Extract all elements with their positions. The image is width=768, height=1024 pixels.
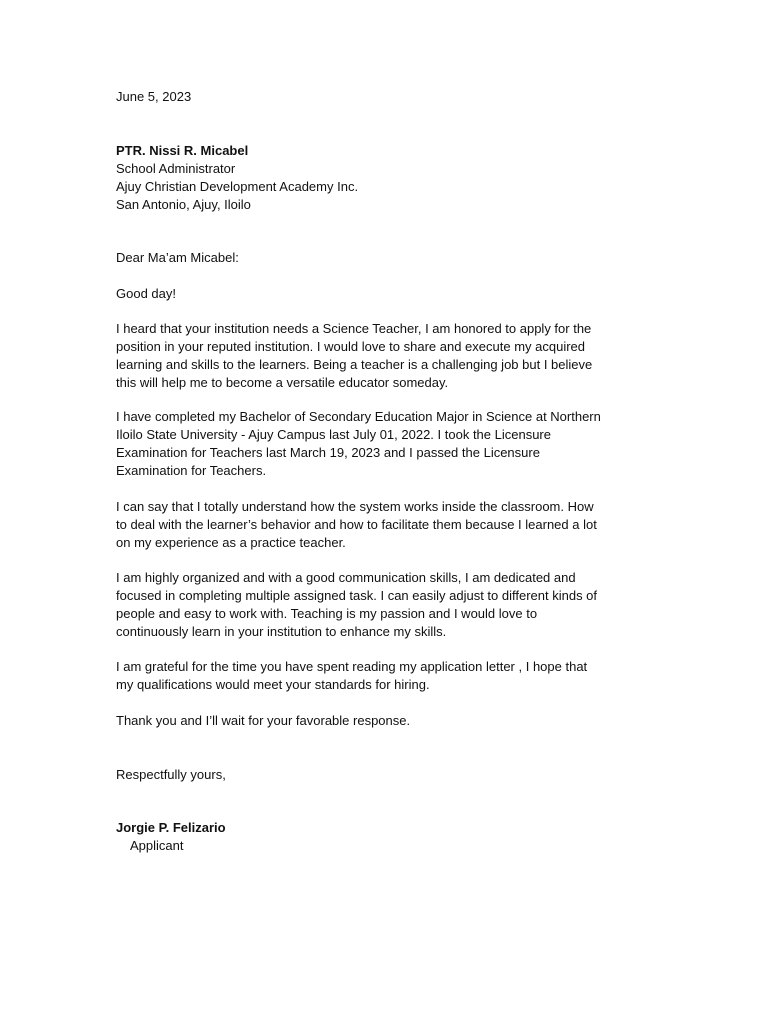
paragraph-line: I heard that your institution needs a Science Teacher, I am honored to apply for the bbox=[116, 321, 592, 336]
paragraph-line: my qualifications would meet your standards for hiring. bbox=[116, 677, 430, 692]
paragraph-line: focused in completing multiple assigned task. I can easily adjust to different kinds of bbox=[116, 588, 598, 603]
paragraph-line: position in your reputed institution. I would love to share and execute my acquired bbox=[116, 339, 585, 354]
paragraph-line: I am grateful for the time you have spent reading my application letter , I hope that bbox=[116, 659, 588, 674]
thanks-line bbox=[116, 712, 656, 730]
paragraph-line: people and easy to work with. Teaching is my passion and I would love to bbox=[116, 606, 538, 621]
complimentary-close bbox=[116, 766, 656, 784]
thanks-text: Thank you and I’ll wait for your favorable response. bbox=[116, 713, 411, 728]
greeting-text: Good day! bbox=[116, 286, 176, 301]
date-text: June 5, 2023 bbox=[116, 89, 192, 104]
paragraph-line: I have completed my Bachelor of Secondary Education Major in Science at Northern bbox=[116, 409, 601, 424]
recipient-name: PTR. Nissi R. Micabel bbox=[116, 143, 249, 158]
paragraph-line: I am highly organized and with a good communication skills, I am dedicated and bbox=[116, 570, 576, 585]
paragraph-line: Examination for Teachers. bbox=[116, 463, 267, 478]
body-paragraph-3 bbox=[116, 498, 656, 552]
signer-name: Jorgie P. Felizario bbox=[116, 820, 226, 835]
recipient-organization: Ajuy Christian Development Academy Inc. bbox=[116, 179, 359, 194]
closing-text: Respectfully yours, bbox=[116, 767, 226, 782]
salutation bbox=[116, 249, 656, 267]
paragraph-line: on my experience as a practice teacher. bbox=[116, 535, 346, 550]
paragraph-line: continuously learn in your institution to enhance my skills. bbox=[116, 624, 447, 639]
letter-date bbox=[116, 88, 656, 106]
recipient-address-block bbox=[116, 142, 656, 214]
body-paragraph-1 bbox=[116, 320, 656, 392]
greeting bbox=[116, 285, 656, 303]
paragraph-line: Iloilo State University - Ajuy Campus last July 01, 2022. I took the Licensure bbox=[116, 427, 551, 442]
signature-block bbox=[116, 819, 656, 855]
paragraph-line: I can say that I totally understand how the system works inside the classroom. How bbox=[116, 499, 594, 514]
paragraph-line: this will help me to become a versatile educator someday. bbox=[116, 375, 449, 390]
recipient-title: School Administrator bbox=[116, 161, 236, 176]
salutation-text: Dear Ma’am Micabel: bbox=[116, 250, 239, 265]
paragraph-line: learning and skills to the learners. Being a teacher is a challenging job but I believe bbox=[116, 357, 593, 372]
body-paragraph-2 bbox=[116, 408, 656, 480]
body-paragraph-4 bbox=[116, 569, 656, 641]
signer-role: Applicant bbox=[130, 838, 184, 853]
recipient-address: San Antonio, Ajuy, Iloilo bbox=[116, 197, 251, 212]
body-paragraph-5 bbox=[116, 658, 656, 694]
paragraph-line: Examination for Teachers last March 19, 2023 and I passed the Licensure bbox=[116, 445, 540, 460]
paragraph-line: to deal with the learner’s behavior and how to facilitate them because I learned a lot bbox=[116, 517, 597, 532]
